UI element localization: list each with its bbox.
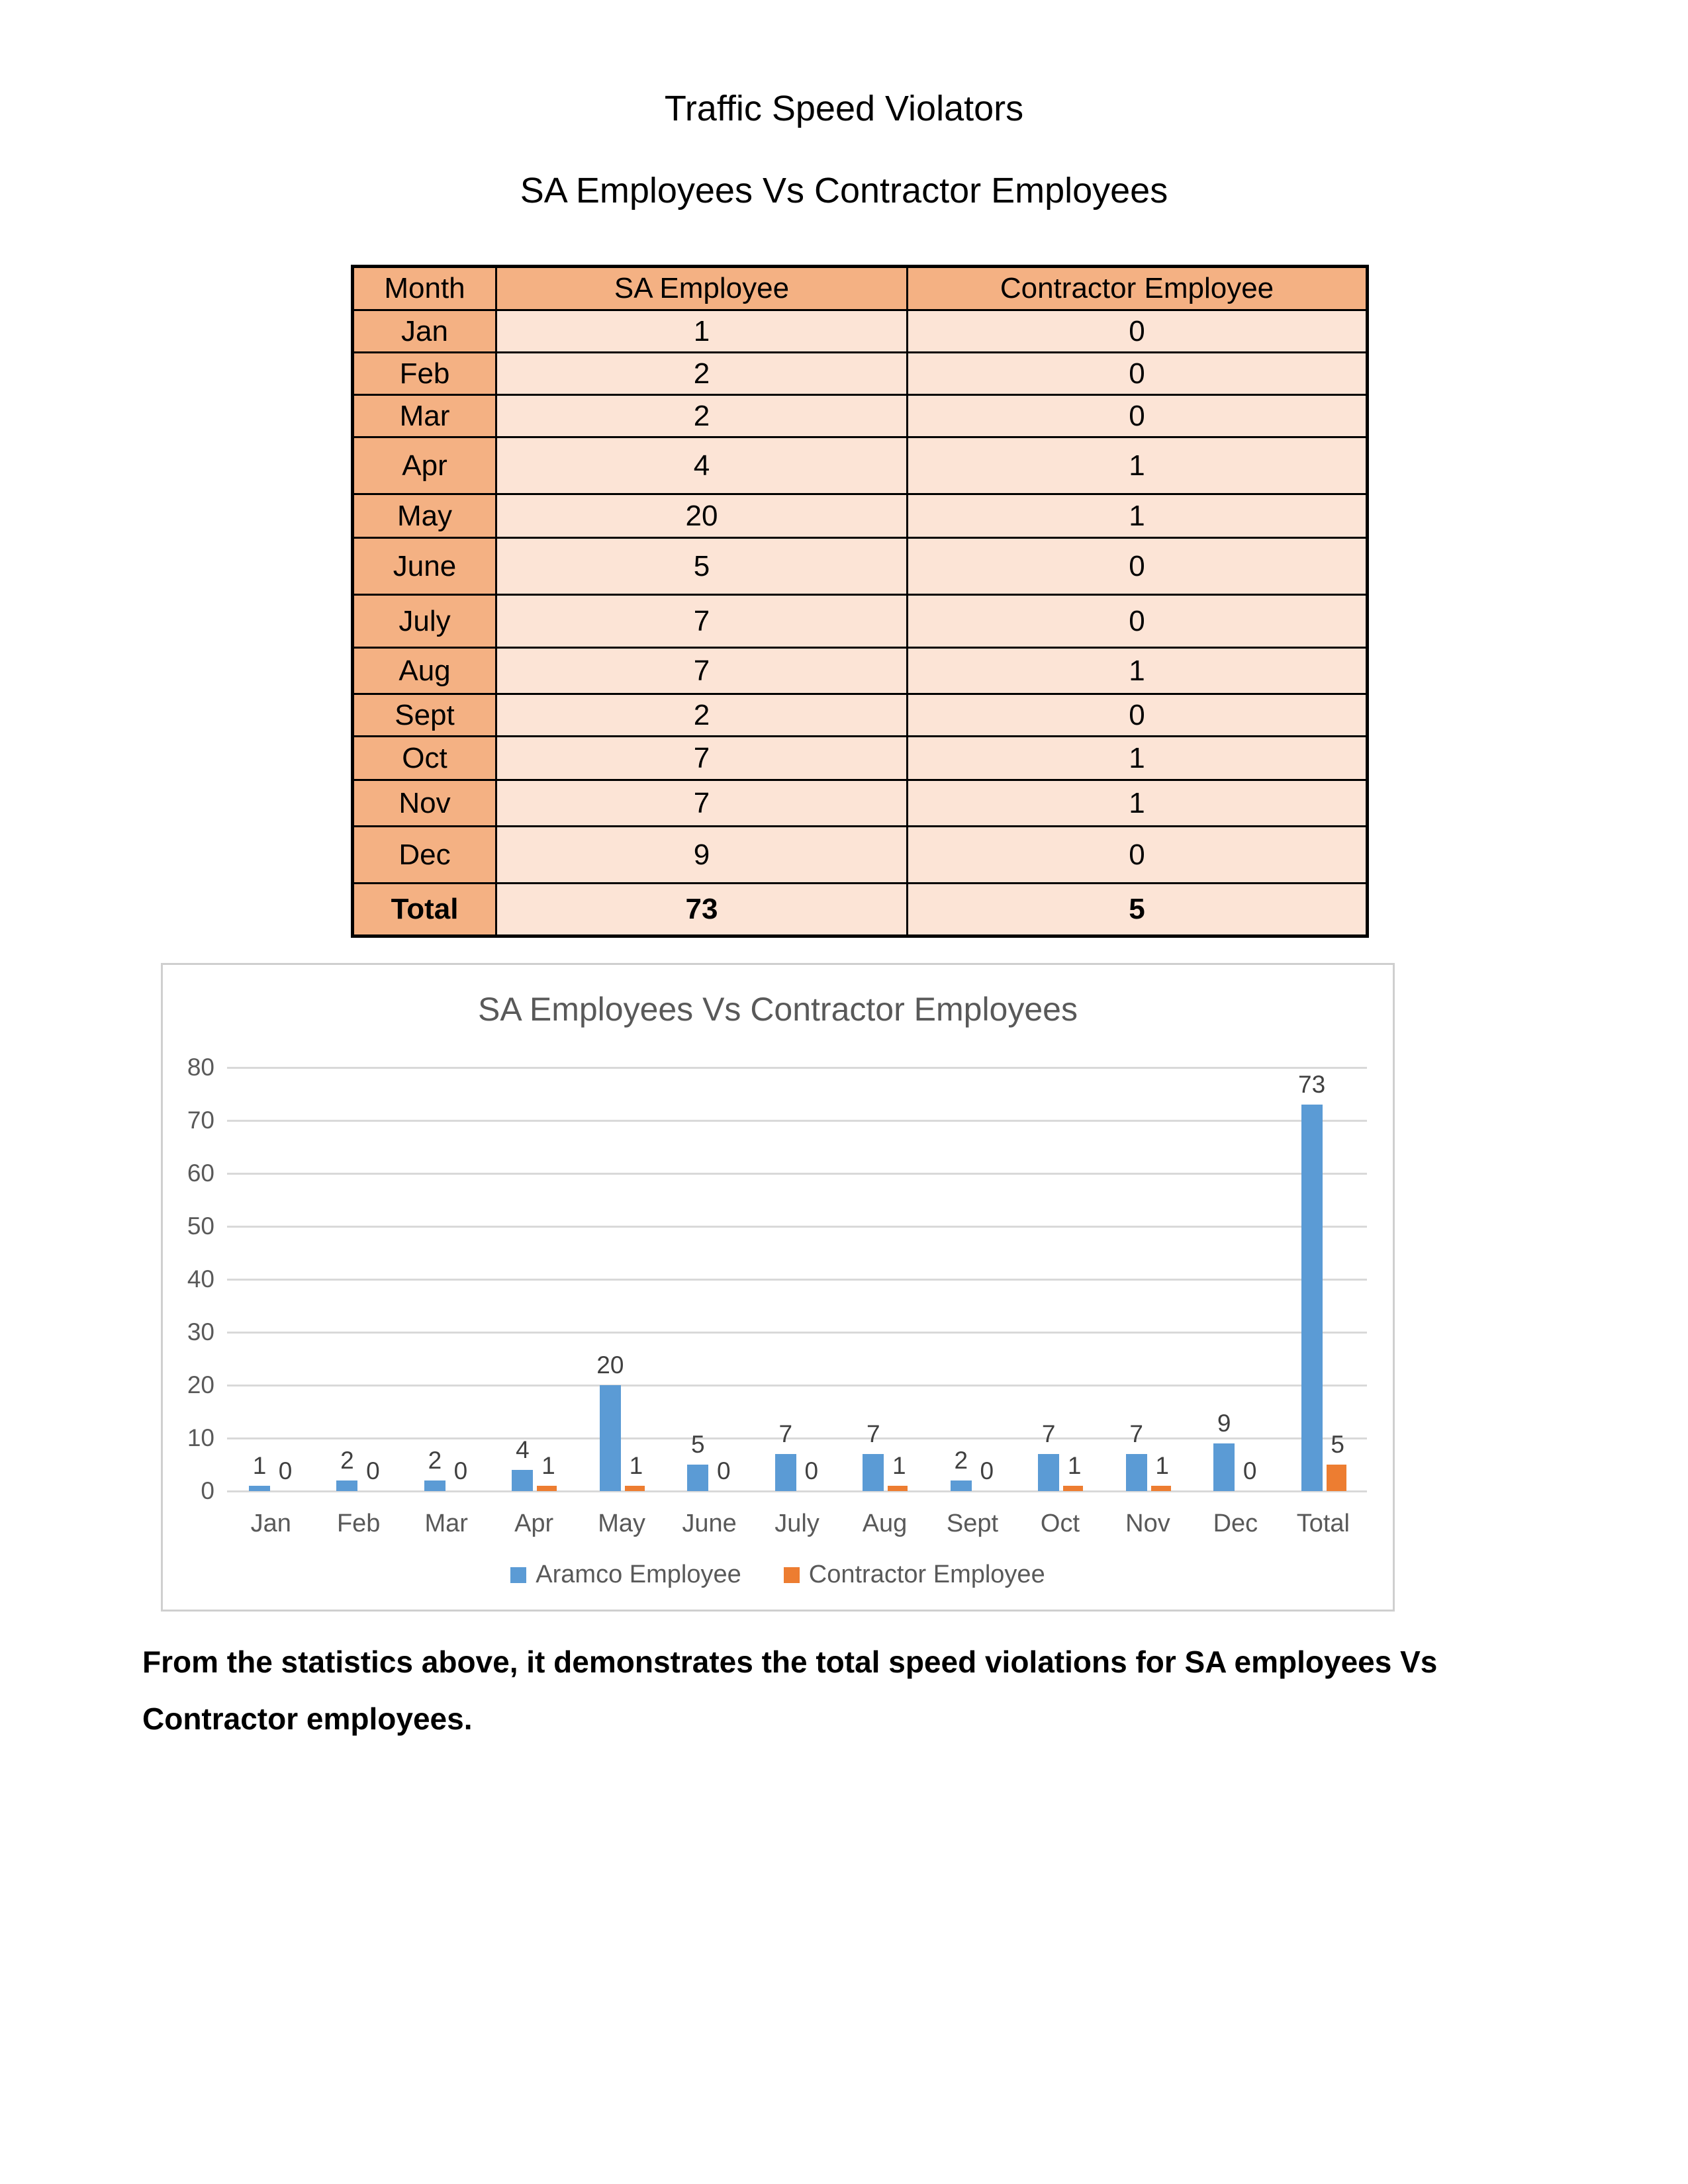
page-subtitle: SA Employees Vs Contractor Employees	[520, 171, 1168, 210]
month-cell: Oct	[353, 737, 496, 780]
bar-label: 1	[252, 1452, 267, 1479]
month-cell: Mar	[353, 395, 496, 437]
bar-aramco-employee-jan	[249, 1486, 270, 1491]
month-cell: Total	[353, 884, 496, 936]
bar-contractor-employee-apr	[537, 1486, 557, 1491]
table-header-contractor-employee: Contractor Employee	[908, 267, 1368, 310]
table-row	[353, 395, 1368, 437]
month-cell: Sept	[353, 694, 496, 737]
bar-contractor-employee-may	[625, 1486, 645, 1491]
bar-label: 0	[1243, 1457, 1257, 1484]
bar-label: 7	[1129, 1420, 1143, 1447]
value-cell: 2	[496, 395, 908, 437]
bar-label: 1	[629, 1452, 643, 1479]
x-axis-label-oct: Oct	[1040, 1510, 1080, 1537]
value-cell: 1	[908, 648, 1368, 694]
bar-groups	[227, 1068, 1367, 1491]
x-axis-label-may: May	[598, 1510, 645, 1537]
y-axis-label: 0	[201, 1477, 214, 1504]
bar-label: 1	[1155, 1452, 1169, 1479]
table-row	[353, 648, 1368, 694]
table-row	[353, 310, 1368, 353]
bar-label: 0	[717, 1457, 731, 1484]
bar-label: 1	[541, 1452, 555, 1479]
y-axis-label: 80	[187, 1054, 214, 1081]
bar-label: 0	[366, 1457, 380, 1484]
x-axis-label-aug: Aug	[862, 1510, 908, 1537]
bar-label: 1	[1067, 1452, 1082, 1479]
month-cell: Nov	[353, 780, 496, 827]
bar-group-nov	[1104, 1068, 1192, 1491]
bar-label: 0	[980, 1457, 994, 1484]
y-axis-label: 70	[187, 1107, 214, 1134]
value-cell: 5	[908, 884, 1368, 936]
bar-contractor-employee-nov	[1151, 1486, 1171, 1491]
table-header-row	[353, 267, 1368, 310]
month-cell: Jan	[353, 310, 496, 353]
value-cell: 1	[908, 737, 1368, 780]
value-cell: 1	[908, 494, 1368, 538]
bar-group-mar	[402, 1068, 490, 1491]
bar-aramco-employee-feb	[336, 1480, 357, 1491]
legend-swatch-icon	[784, 1567, 800, 1583]
table-header-month: Month	[353, 267, 496, 310]
bar-aramco-employee-dec	[1213, 1443, 1235, 1491]
x-axis-label-july: July	[774, 1510, 820, 1537]
table-total-row	[353, 884, 1368, 936]
bar-aramco-employee-apr	[512, 1470, 533, 1491]
month-cell: Dec	[353, 827, 496, 884]
value-cell: 0	[908, 353, 1368, 395]
table-row	[353, 694, 1368, 737]
bar-label: 2	[428, 1447, 442, 1474]
bar-label: 1	[892, 1452, 906, 1479]
value-cell: 4	[496, 437, 908, 494]
value-cell: 5	[496, 538, 908, 595]
value-cell: 9	[496, 827, 908, 884]
bar-group-sept	[929, 1068, 1016, 1491]
bar-group-feb	[314, 1068, 402, 1491]
bar-label: 9	[1217, 1410, 1231, 1437]
x-axis	[227, 1510, 1367, 1538]
table-row	[353, 780, 1368, 827]
chart-title: SA Employees Vs Contractor Employees	[478, 991, 1078, 1028]
x-axis-label-total: Total	[1296, 1510, 1350, 1537]
chart	[161, 963, 1395, 1612]
bar-group-may	[578, 1068, 665, 1491]
bar-label: 4	[516, 1436, 530, 1463]
month-cell: Feb	[353, 353, 496, 395]
bar-label: 7	[778, 1420, 793, 1447]
bar-label: 7	[866, 1420, 880, 1447]
bar-group-june	[665, 1068, 753, 1491]
y-axis-label: 60	[187, 1160, 214, 1187]
month-cell: Apr	[353, 437, 496, 494]
x-axis-label-feb: Feb	[336, 1510, 381, 1537]
y-axis-label: 50	[187, 1212, 214, 1240]
bar-label: 0	[453, 1457, 468, 1484]
x-axis-label-jan: Jan	[250, 1510, 291, 1537]
bar-aramco-employee-sept	[951, 1480, 972, 1491]
bar-group-jan	[227, 1068, 314, 1491]
table-row	[353, 353, 1368, 395]
bar-contractor-employee-oct	[1063, 1486, 1083, 1491]
table-row	[353, 827, 1368, 884]
bar-aramco-employee-mar	[424, 1480, 445, 1491]
month-cell: Aug	[353, 648, 496, 694]
bar-label: 0	[278, 1457, 293, 1484]
table-row	[353, 494, 1368, 538]
bar-aramco-employee-june	[687, 1465, 708, 1491]
value-cell: 20	[496, 494, 908, 538]
summary-paragraph: From the statistics above, it demonstrates the total speed violations for SA employees Vs Contractor employees.	[142, 1645, 1438, 1736]
table-row	[353, 538, 1368, 595]
bar-group-apr	[490, 1068, 577, 1491]
y-axis-label: 20	[187, 1371, 214, 1398]
table-header-sa-employee: SA Employee	[496, 267, 908, 310]
table-container	[351, 265, 1369, 938]
bar-group-dec	[1192, 1068, 1279, 1491]
value-cell: 0	[908, 694, 1368, 737]
y-axis-label: 10	[187, 1424, 214, 1451]
value-cell: 1	[908, 780, 1368, 827]
legend-swatch-icon	[510, 1567, 526, 1583]
x-axis-label-sept: Sept	[946, 1510, 999, 1537]
month-cell: May	[353, 494, 496, 538]
value-cell: 7	[496, 737, 908, 780]
plot-area	[227, 1068, 1367, 1491]
chart-legend	[163, 1561, 1393, 1589]
value-cell: 0	[908, 395, 1368, 437]
bar-contractor-employee-total	[1327, 1465, 1346, 1491]
bar-contractor-employee-aug	[888, 1486, 908, 1491]
legend-label: Contractor Employee	[808, 1561, 1045, 1588]
legend-item-contractor-employee	[784, 1561, 1045, 1589]
bar-label: 0	[804, 1457, 819, 1484]
x-axis-label-mar: Mar	[424, 1510, 468, 1537]
bar-aramco-employee-oct	[1038, 1454, 1059, 1491]
value-cell: 7	[496, 595, 908, 648]
page-title: Traffic Speed Violators	[664, 89, 1024, 128]
bar-group-july	[753, 1068, 841, 1491]
bar-label: 5	[1331, 1431, 1344, 1458]
month-cell: June	[353, 538, 496, 595]
value-cell: 2	[496, 353, 908, 395]
bar-aramco-employee-july	[775, 1454, 796, 1491]
value-cell: 1	[908, 437, 1368, 494]
value-cell: 73	[496, 884, 908, 936]
bar-label: 7	[1041, 1420, 1056, 1447]
value-cell: 2	[496, 694, 908, 737]
value-cell: 0	[908, 595, 1368, 648]
bar-label: 20	[596, 1351, 624, 1379]
y-axis-label: 30	[187, 1318, 214, 1345]
bar-aramco-employee-nov	[1126, 1454, 1147, 1491]
bar-aramco-employee-total	[1301, 1105, 1323, 1491]
bar-aramco-employee-aug	[863, 1454, 884, 1491]
bar-group-oct	[1016, 1068, 1103, 1491]
value-cell: 1	[496, 310, 908, 353]
legend-item-aramco-employee	[510, 1561, 741, 1589]
data-table	[351, 265, 1369, 938]
bar-label: 2	[954, 1447, 968, 1474]
x-axis-label-apr: Apr	[514, 1510, 554, 1537]
bar-label: 2	[340, 1447, 354, 1474]
x-axis-label-dec: Dec	[1213, 1510, 1258, 1537]
table-row	[353, 737, 1368, 780]
x-axis-label-june: June	[682, 1510, 737, 1537]
bar-aramco-employee-may	[600, 1385, 621, 1491]
bar-group-aug	[841, 1068, 928, 1491]
y-axis-label: 40	[187, 1265, 214, 1293]
value-cell: 0	[908, 827, 1368, 884]
table-row	[353, 595, 1368, 648]
x-axis-label-nov: Nov	[1125, 1510, 1170, 1537]
value-cell: 0	[908, 310, 1368, 353]
value-cell: 7	[496, 780, 908, 827]
value-cell: 7	[496, 648, 908, 694]
legend-label: Aramco Employee	[536, 1561, 741, 1588]
month-cell: July	[353, 595, 496, 648]
bar-label: 73	[1298, 1071, 1326, 1098]
value-cell: 0	[908, 538, 1368, 595]
bar-label: 5	[691, 1431, 705, 1458]
bar-group-total	[1280, 1068, 1367, 1491]
table-row	[353, 437, 1368, 494]
